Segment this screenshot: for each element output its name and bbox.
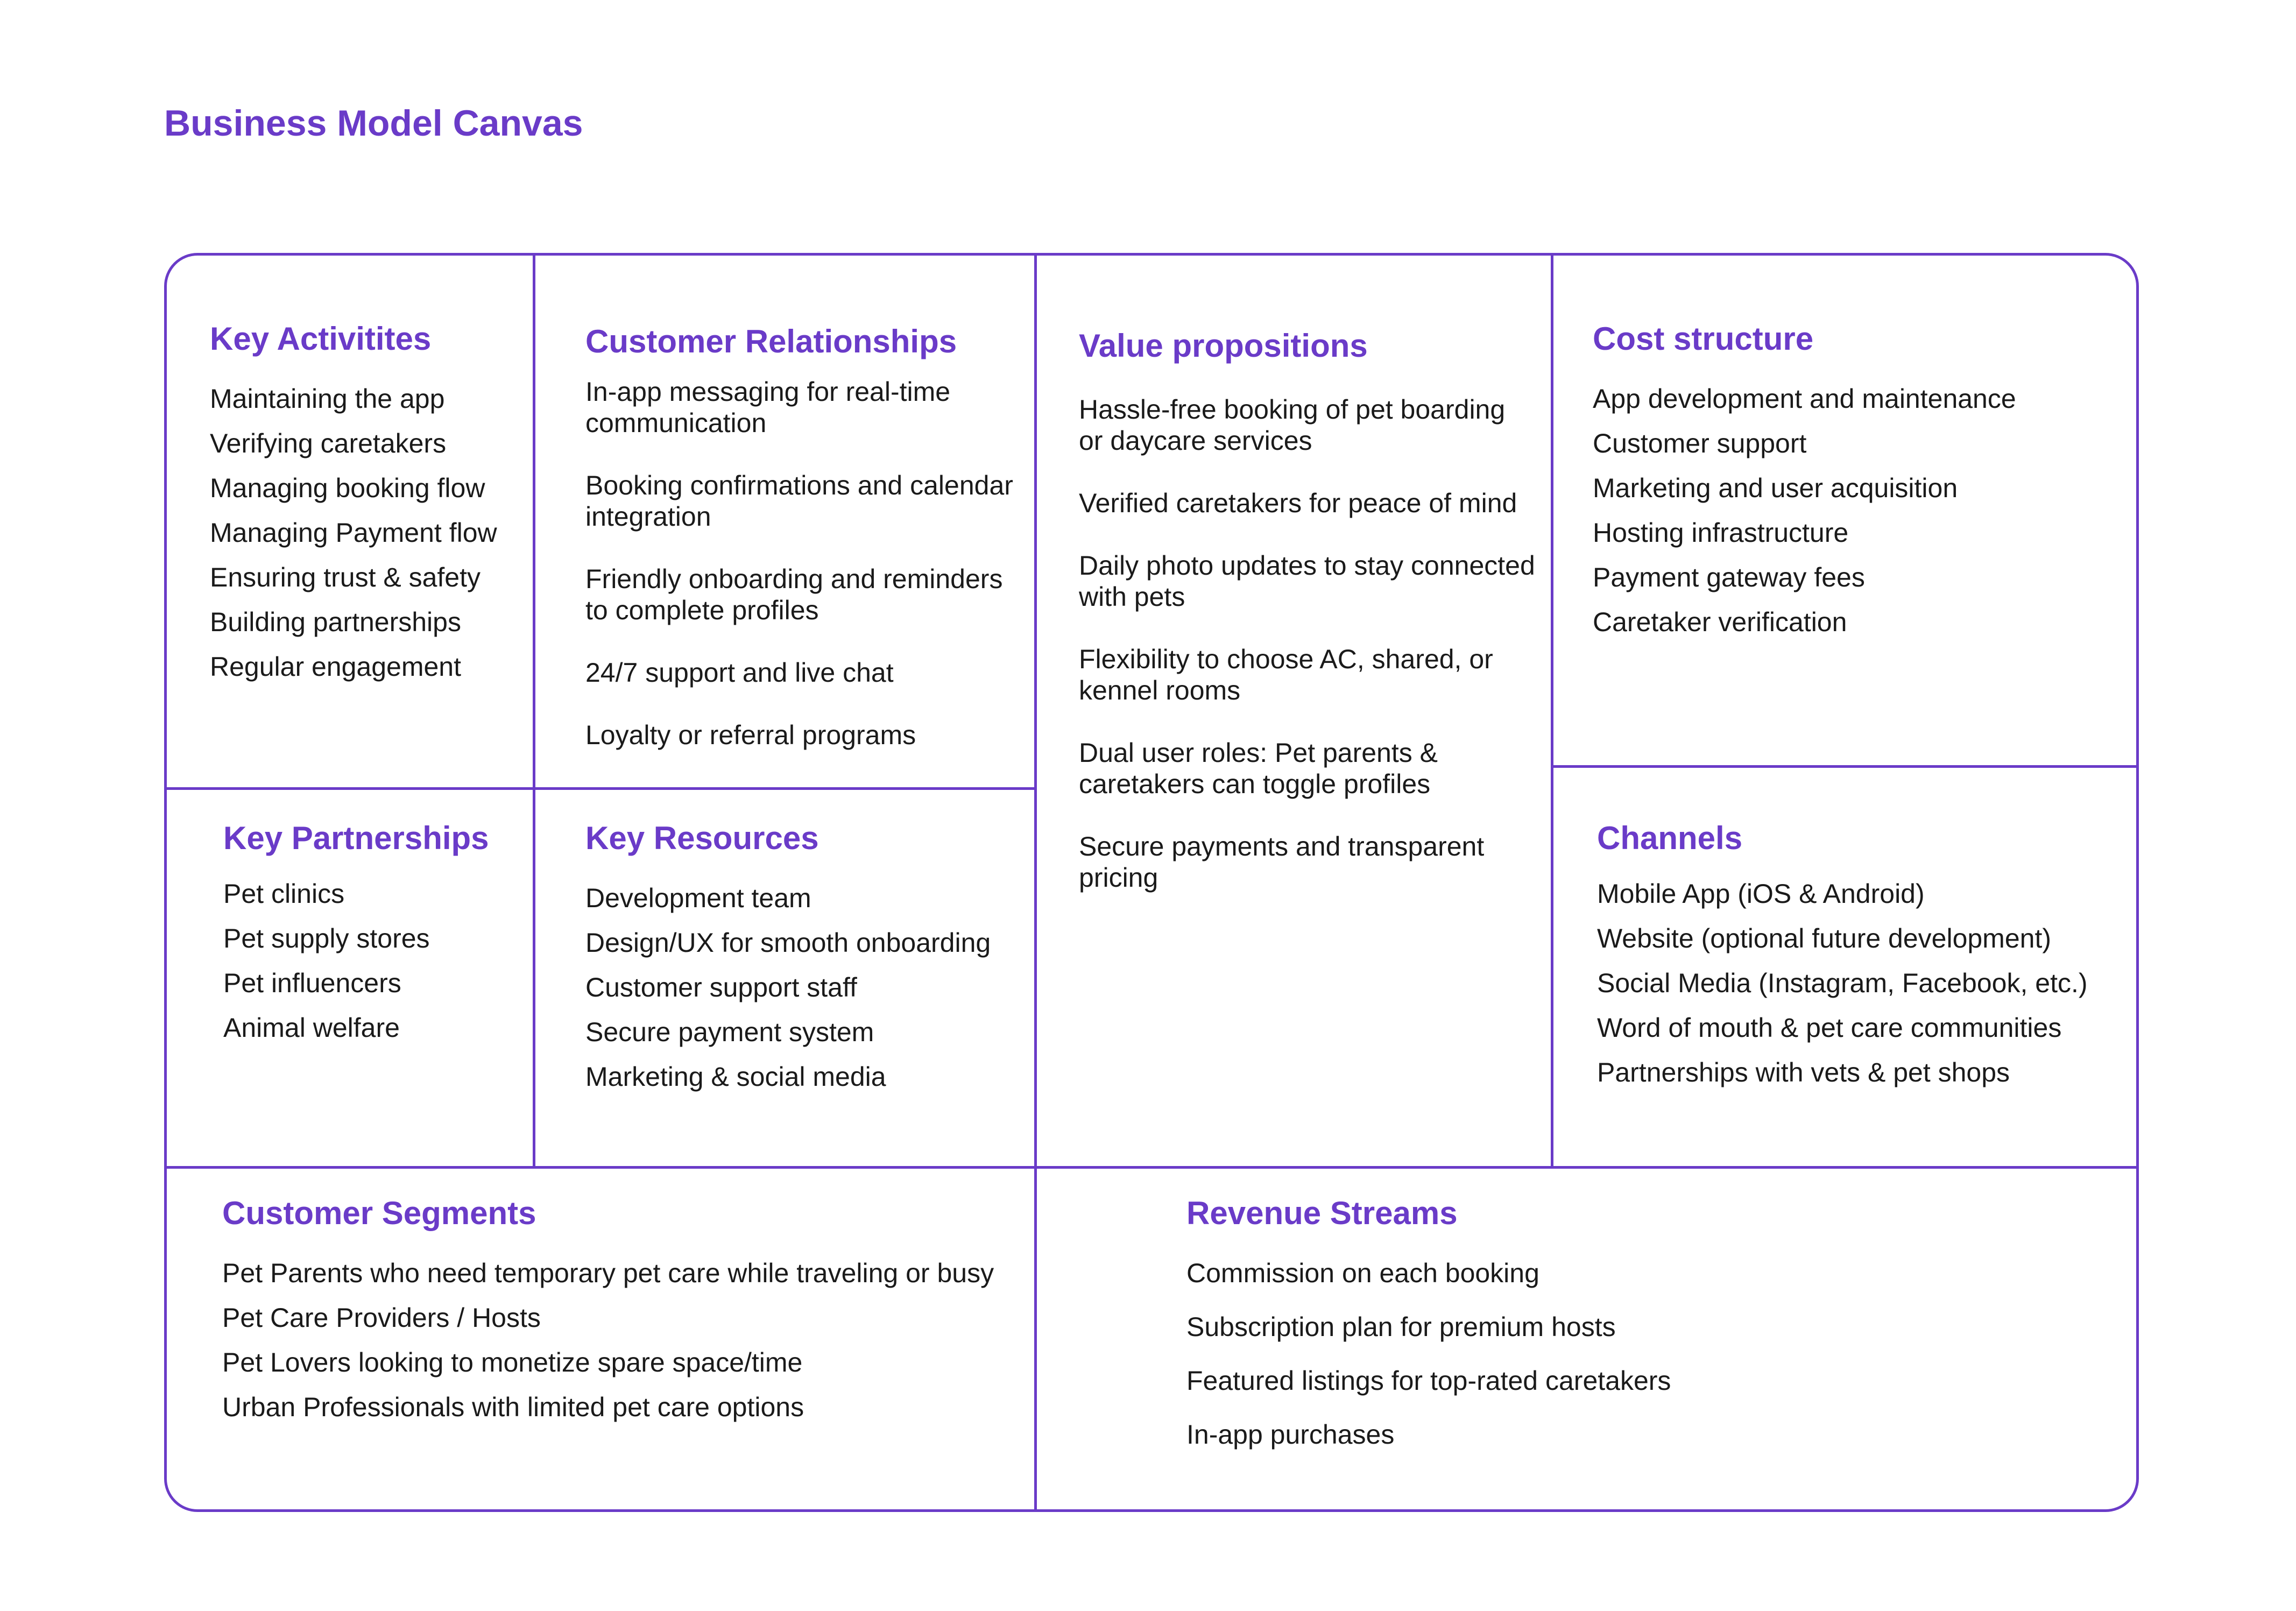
section-revenue-streams [1186,1195,1994,1481]
list-item: Managing booking flow [210,473,485,503]
section-title: Cost structure [1593,321,1814,357]
list-item: Development team [585,883,811,913]
section-title: Channels [1597,820,1743,856]
section-customer-segments [222,1195,1024,1436]
section-channels [1597,819,2124,1101]
divider-h-right-middle [1551,765,2139,768]
list-item: Word of mouth & pet care communities [1597,1013,2062,1043]
list-item: Payment gateway fees [1593,562,1865,592]
list-item: Flexibility to choose AC, shared, or kennel rooms [1079,644,1493,705]
list-item: Regular engagement [210,652,461,682]
list-item: Social Media (Instagram, Facebook, etc.) [1597,968,2088,998]
divider-h-bottom [164,1166,2139,1169]
list-item: Hassle-free booking of pet boarding or daycare services [1079,394,1506,456]
section-key-resources [585,819,1027,1106]
list-item: In-app messaging for real-time communication [585,377,951,438]
divider-v-value [1551,253,1553,1168]
list-item: App development and maintenance [1593,384,2016,414]
list-item: In-app purchases [1186,1419,1395,1450]
list-item: Marketing and user acquisition [1593,473,1958,503]
list-item: Mobile App (iOS & Android) [1597,879,1925,909]
section-title: Value propositions [1079,328,1368,364]
list-item: Subscription plan for premium hosts [1186,1312,1616,1342]
list-item: Secure payments and transparent pricing [1079,831,1485,893]
list-item: Partnerships with vets & pet shops [1597,1057,2010,1087]
list-item: Verified caretakers for peace of mind [1079,488,1517,518]
list-item: Commission on each booking [1186,1258,1539,1288]
list-item: Pet influencers [223,968,401,998]
list-item: Dual user roles: Pet parents & caretakers can toggle profiles [1079,738,1438,799]
list-item: Friendly onboarding and reminders to complete profiles [585,564,1003,625]
list-item: Pet supply stores [223,923,430,953]
key-partnerships-list [223,878,525,1043]
list-item: 24/7 support and live chat [585,658,894,688]
key-activities-list [210,383,522,682]
list-item: Animal welfare [223,1013,400,1043]
section-title: Key Activitites [210,321,432,357]
list-item: Hosting infrastructure [1593,518,1849,548]
section-title: Key Partnerships [223,820,489,856]
list-item: Daily photo updates to stay connected with pets [1079,550,1535,612]
customer-segments-list [222,1257,1024,1423]
list-item: Website (optional future development) [1597,923,2051,953]
list-item: Building partnerships [210,607,461,637]
section-key-partnerships [223,819,525,1057]
list-item: Booking confirmations and calendar integration [585,470,1013,532]
section-title: Revenue Streams [1186,1195,1458,1231]
list-item: Verifying caretakers [210,428,447,458]
list-item: Pet Care Providers / Hosts [222,1303,541,1333]
list-item: Pet Lovers looking to monetize spare space/time [222,1347,803,1377]
page-title: Business Model Canvas [164,103,583,144]
list-item: Customer support staff [585,972,857,1002]
list-item: Managing Payment flow [210,518,497,548]
list-item: Secure payment system [585,1017,874,1047]
section-title: Customer Segments [222,1195,536,1231]
list-item: Loyalty or referral programs [585,720,916,750]
cost-structure-list [1593,383,2120,638]
divider-h-left-middle [164,787,1037,790]
list-item: Urban Professionals with limited pet care options [222,1392,804,1422]
section-key-activities [210,320,522,696]
value-propositions-list [1079,394,1536,893]
section-title: Customer Relationships [585,323,957,359]
section-title: Key Resources [585,820,819,856]
list-item: Maintaining the app [210,384,445,414]
list-item: Caretaker verification [1593,607,1847,637]
list-item: Marketing & social media [585,1062,886,1092]
channels-list [1597,878,2124,1088]
list-item: Pet clinics [223,879,345,909]
list-item: Ensuring trust & safety [210,562,481,592]
section-cost-structure [1593,320,2120,651]
list-item: Design/UX for smooth onboarding [585,928,991,958]
section-value-propositions [1079,327,1536,924]
customer-relationships-list [585,376,1016,751]
list-item: Customer support [1593,428,1807,458]
key-resources-list [585,882,1027,1092]
list-item: Featured listings for top-rated caretakers [1186,1366,1671,1396]
list-item: Pet Parents who need temporary pet care while traveling or busy [222,1258,994,1288]
divider-v-activities [533,253,535,1168]
divider-v-relationships [1034,253,1037,1512]
section-customer-relationships [585,323,1016,782]
revenue-streams-list [1186,1257,1994,1450]
